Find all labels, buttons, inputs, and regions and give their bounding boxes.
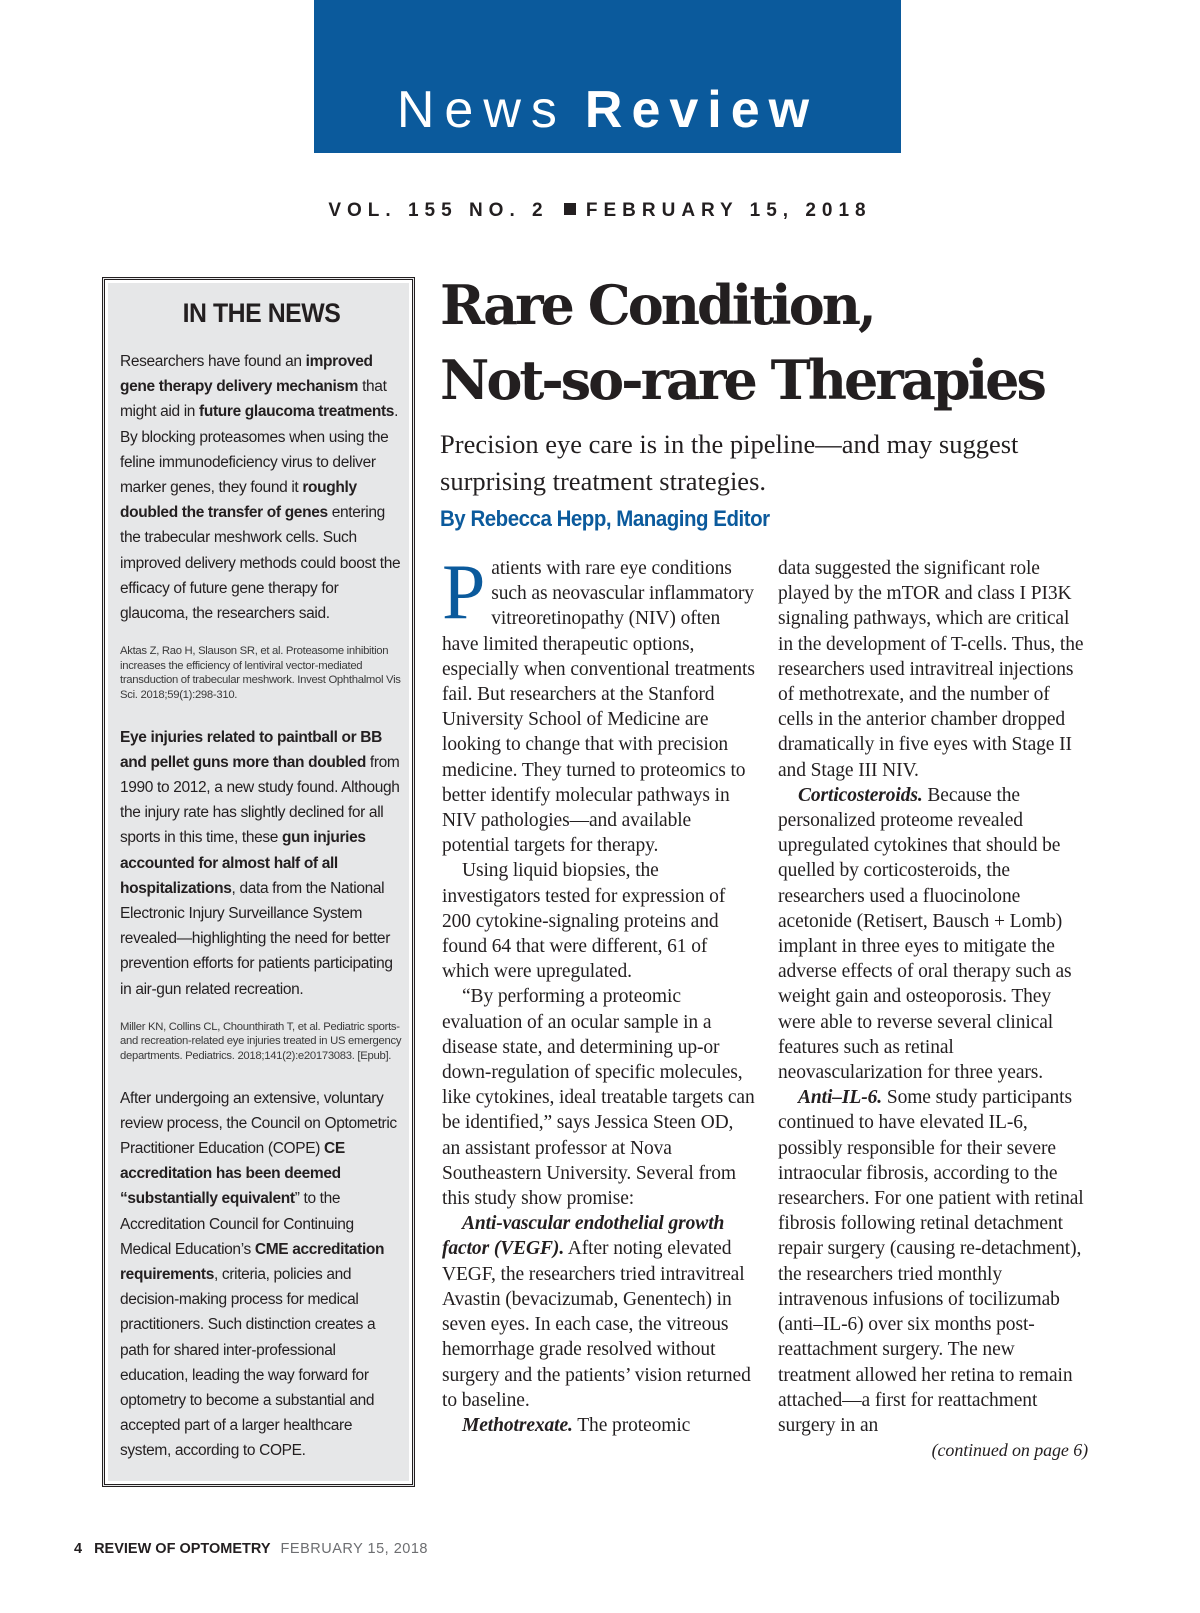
page-number: 4 <box>74 1541 83 1557</box>
subhead: Methotrexate. <box>462 1414 573 1436</box>
article-column-2 <box>778 556 1088 1463</box>
sidebar-citation: Miller KN, Collins CL, Chounthirath T, et al. Pediatric sports- and recreation-related eye injuries treated in US emergency departments. Pediatrics. 2018;141(2):e20173083. [Epub]. <box>120 1020 402 1063</box>
body-text: ” to the Accreditation Council for Continuing Medical Education’s <box>120 1190 354 1258</box>
emphasis-text: future glaucoma treatments <box>199 403 395 421</box>
article-paragraph <box>442 1413 755 1438</box>
paragraph-text: The proteomic <box>572 1414 691 1436</box>
sidebar-item <box>120 725 403 1002</box>
body-text: . By blocking proteasomes when using the feline immunodeficiency virus to deliver marker genes, they found it <box>120 403 399 497</box>
emphasis-text: gun injuries accounted for almost half of all hospitalizations <box>120 829 366 897</box>
article-paragraph: data suggested the significant role played by the mTOR and class I PI3K signaling pathways, which are critical in the development of T-cells. Thus, the researchers used intravitreal injections of methotrexate, and the number of cells in the anterior chamber dropped dramatically in five eyes with Stage II and Stage III NIV. <box>778 558 1084 781</box>
section-title <box>314 80 901 140</box>
article-headline <box>440 268 1160 418</box>
paragraph-text: Some study participants continued to have elevated IL-6, possibly responsible for their severe intraocular fibrosis, according to the researchers. For one patient with retinal fibrosis following retinal detachment repair surgery (causing re-detachment), the researchers tried monthly intravenous infusions of tocilizumab (anti–IL-6) over six months post-reattachment surgery. The new treatment allowed her retina to remain attached—a first for reattachment surgery in an <box>778 1087 1084 1436</box>
sidebar-item <box>120 1086 403 1464</box>
article-paragraph <box>778 783 1088 1085</box>
body-text: entering the trabecular meshwork cells. Such improved delivery methods could boost the efficacy of future gene therapy for glaucoma, the researchers said. <box>120 504 401 623</box>
in-the-news-sidebar <box>102 277 415 1487</box>
sidebar-citation: Aktas Z, Rao H, Slauson SR, et al. Proteasome inhibition increases the efficiency of lentiviral vector-mediated transduction of trabecular meshwork. Invest Ophthalmol Vis Sci. 2018;59(1):298-310. <box>120 645 401 702</box>
page-footer <box>74 1541 428 1557</box>
section-banner <box>314 0 901 153</box>
drop-cap: P <box>442 548 486 635</box>
issue-line <box>300 200 900 222</box>
continued-link[interactable]: (continued on page 6) <box>931 1440 1088 1461</box>
sidebar-item <box>120 349 403 626</box>
section-title-word-news: News <box>396 81 567 139</box>
article-dek: Precision eye care is in the pipeline—and may suggest surprising treatment strategies. <box>440 429 1019 496</box>
body-text: , data from the National Electronic Injury Surveillance System revealed—highlighting the need for better prevention efforts for patients participating in air-gun related recreation. <box>120 879 393 998</box>
body-text: , criteria, policies and decision-making process for medical practitioners. Such distinction creates a path for shared inter-professional education, leading the way forward for optometry to become a substantial and accepted part of a larger healthcare system, according to COPE. <box>120 1266 376 1460</box>
subhead: Anti–IL-6. <box>798 1087 883 1109</box>
sidebar-title: IN THE NEWS <box>182 298 341 328</box>
paragraph-text: atients with rare eye conditions such as neovascular inflammatory vitreoretinopathy (NIV) often have limited therapeutic options, especially when conventional treatments fail. But researchers at the Stanford University School of Medicine are looking to change that with precision medicine. They turned to proteomics to better identify molecular pathways in NIV pathologies—and available potential targets for therapy. <box>442 558 755 857</box>
emphasis-text: roughly doubled the transfer of genes <box>120 479 357 522</box>
emphasis-text: CE accreditation has been deemed “substantially equivalent <box>120 1140 345 1208</box>
subhead: Corticosteroids. <box>798 784 923 806</box>
body-text: from 1990 to 2012, a new study found. Although the injury rate has slightly declined for all sports in this time, these <box>120 753 400 847</box>
body-text: Researchers have found an <box>120 353 306 370</box>
section-title-word-review: Review <box>584 81 819 139</box>
article-paragraph <box>442 548 755 858</box>
emphasis-text: CME accreditation requirements <box>120 1240 385 1284</box>
emphasis-text: improved gene therapy delivery mechanism <box>120 353 373 396</box>
paragraph-text: Because the personalized proteome revealed upregulated cytokines that should be quelled by corticosteroids, the researchers used a fluocinolone acetonide (Retisert, Bausch + Lomb) implant in three eyes to mitigate the adverse effects of oral therapy such as weight gain and osteoporosis. They were able to reverse several clinical features such as retinal neovascularization for three years. <box>778 784 1072 1084</box>
subhead: Anti-vascular endothelial growth factor (VEGF). <box>442 1213 725 1260</box>
headline-line-1: Rare Condition, <box>440 273 874 337</box>
body-text: After undergoing an extensive, voluntary review process, the Council on Optometric Practitioner Education (COPE) <box>120 1089 397 1158</box>
body-text: that might aid in <box>120 378 387 421</box>
article-column-1 <box>442 548 755 1438</box>
issue-volume: VOL. 155 NO. 2 <box>328 200 549 221</box>
article-paragraph: Using liquid biopsies, the investigators tested for expression of 200 cytokine-signaling proteins and found 64 that were different, 61 of which were upregulated. <box>442 860 726 983</box>
headline-line-2: Not-so-rare Therapies <box>440 348 1044 412</box>
article-byline: By Rebecca Hepp, Managing Editor <box>440 506 770 531</box>
issue-date: FEBRUARY 15, 2018 <box>585 200 872 221</box>
emphasis-text: Eye injuries related to paintball or BB and pellet guns more than doubled <box>120 728 382 771</box>
article-paragraph: “By performing a proteomic evaluation of an ocular sample in a disease state, and determining up-or down-regulation of specific molecules, like cytokines, ideal treatable targets can be identified,” says Jessica Steen OD, an assistant professor at Nova Southeastern University. Several from this study show promise: <box>442 986 755 1210</box>
article-paragraph <box>778 1085 1088 1438</box>
footer-date: FEBRUARY 15, 2018 <box>280 1541 428 1557</box>
article-paragraph <box>442 1211 755 1413</box>
magazine-name: REVIEW OF OPTOMETRY <box>94 1541 271 1557</box>
square-bullet-icon <box>564 203 576 215</box>
paragraph-text: After noting elevated VEGF, the researchers tried intravitreal Avastin (bevacizumab, Genentech) in seven eyes. In each case, the vitreous hemorrhage grade resolved without surgery and the patients’ vision returned to baseline. <box>442 1238 751 1411</box>
